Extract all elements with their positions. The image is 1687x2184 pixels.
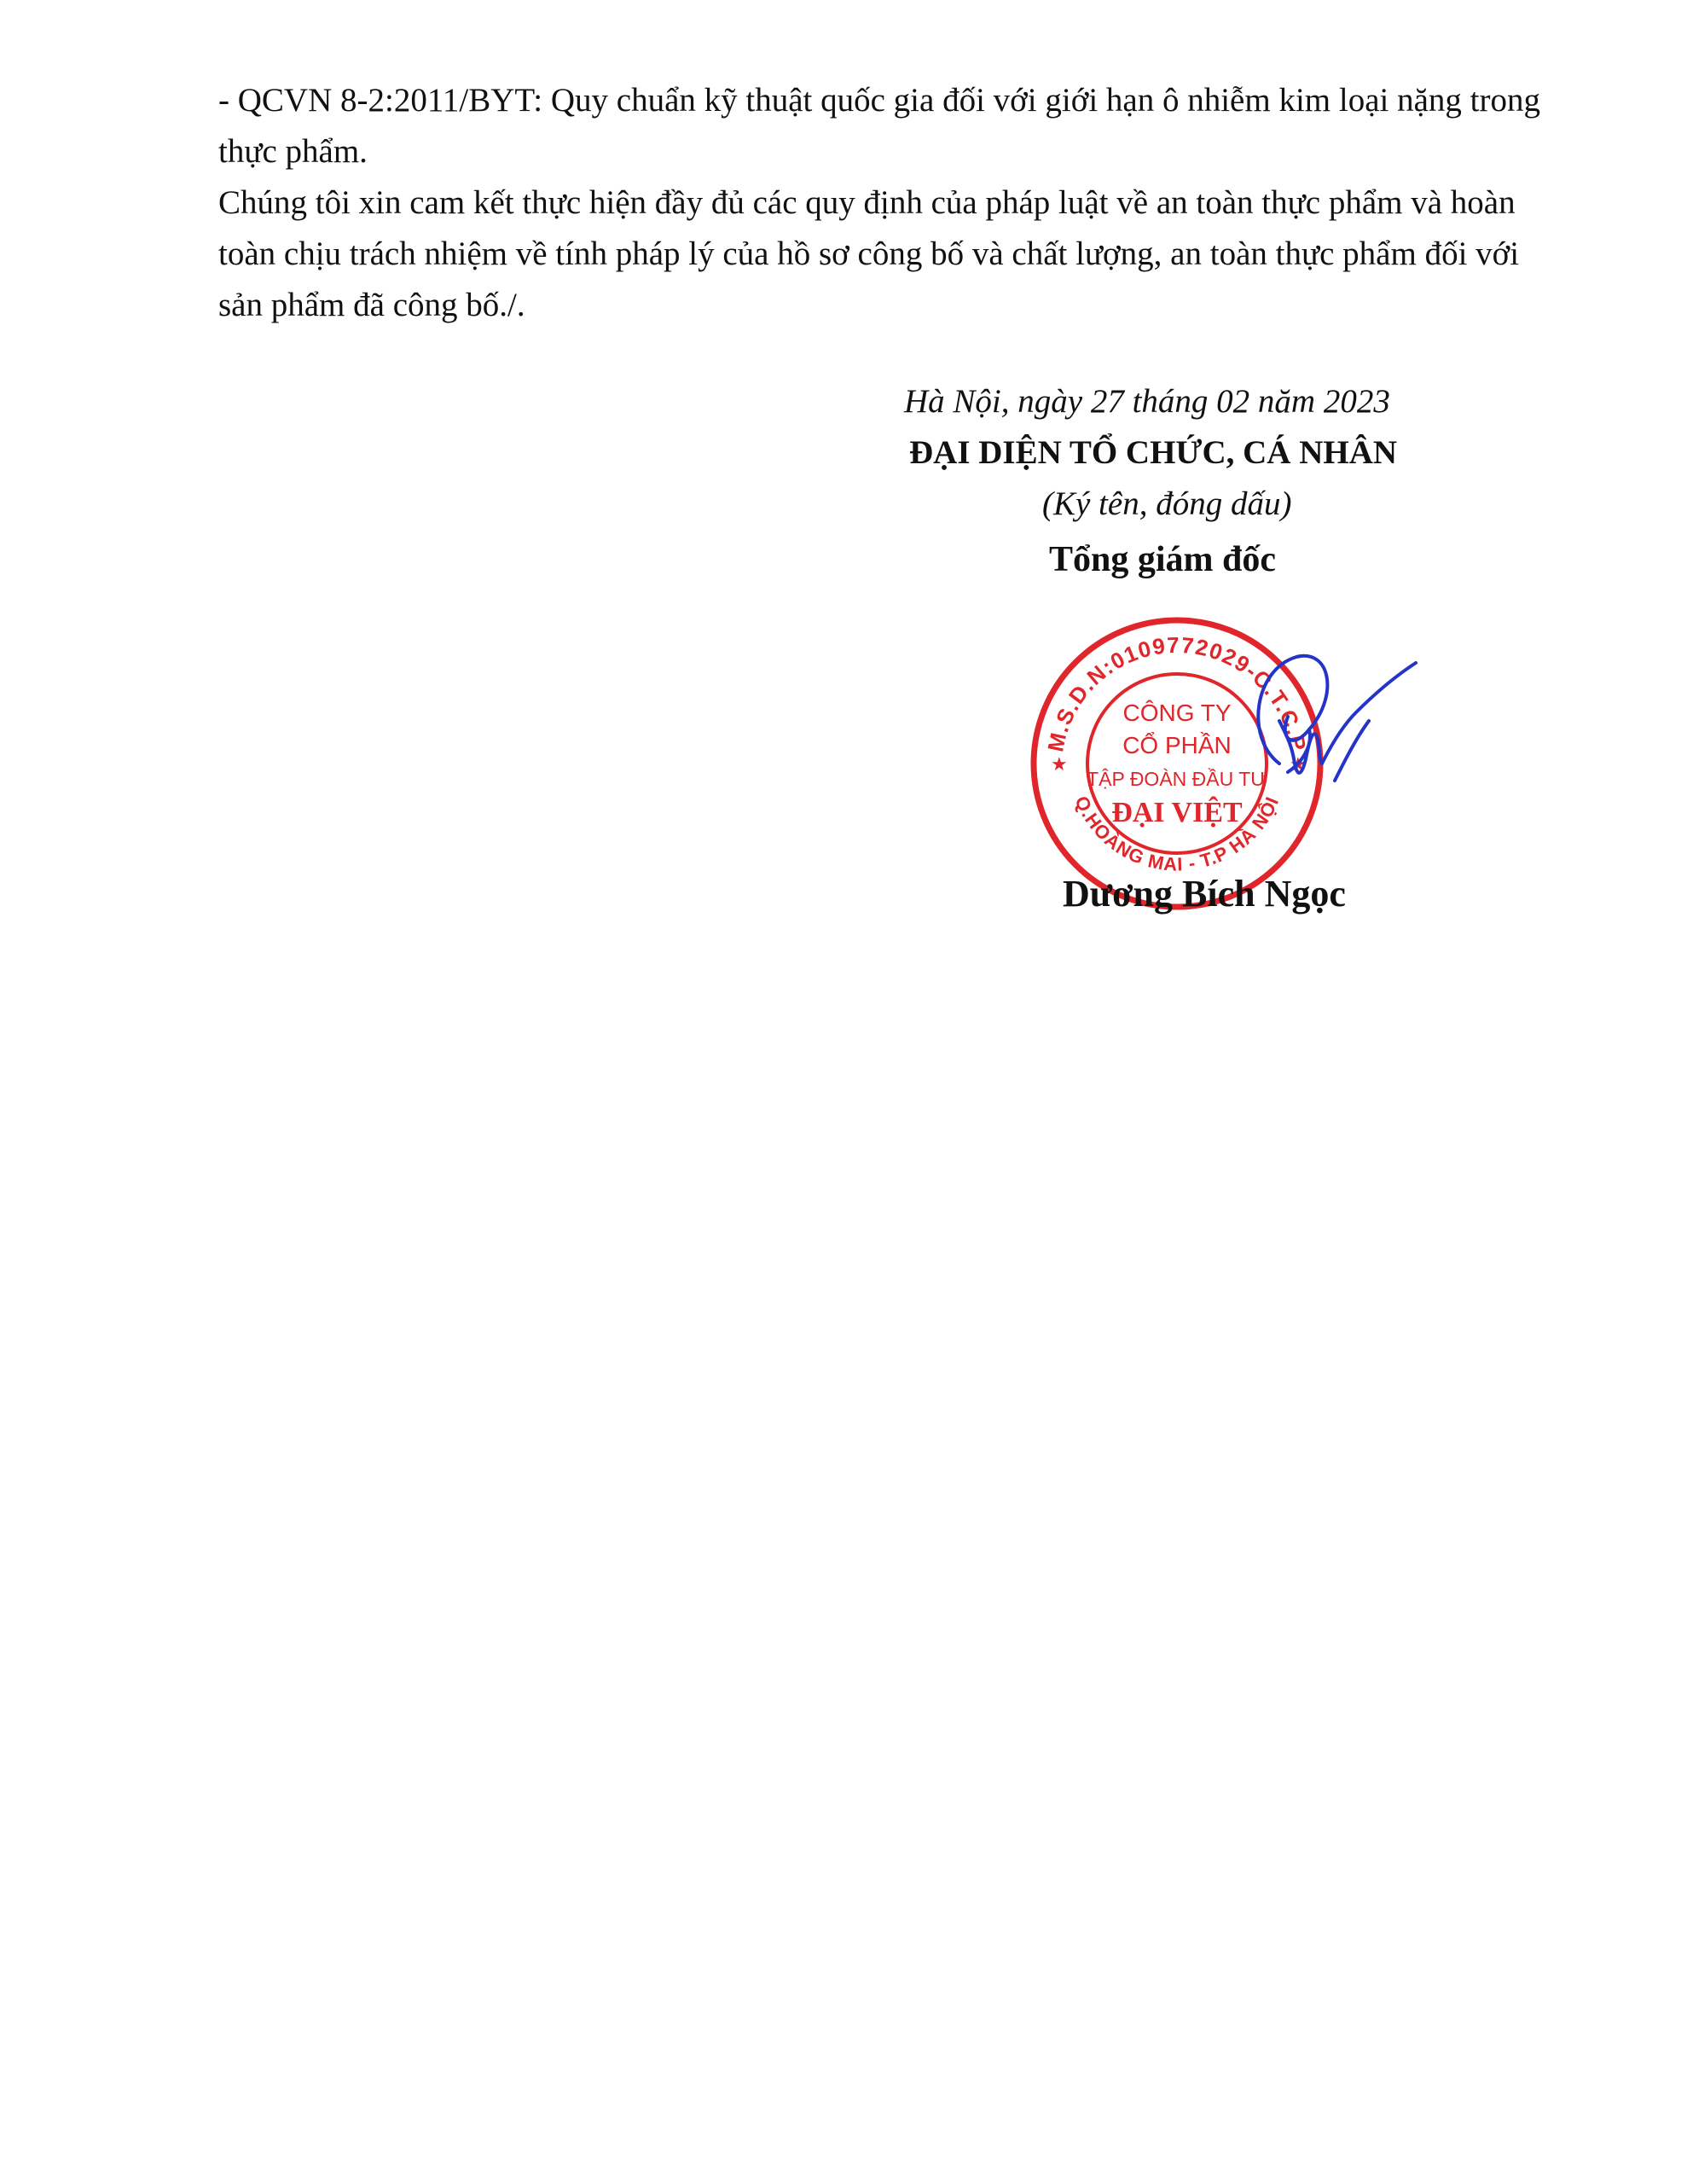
position-title: Tổng giám đốc xyxy=(1049,540,1277,579)
handwritten-signature xyxy=(1228,636,1424,823)
svg-text:★: ★ xyxy=(1290,753,1307,775)
svg-text:TẬP ĐOÀN ĐẦU TƯ: TẬP ĐOÀN ĐẦU TƯ xyxy=(1087,768,1267,790)
svg-text:Q.HOÀNG MAI - T.P HÀ NỘI: Q.HOÀNG MAI - T.P HÀ NỘI xyxy=(1070,793,1284,875)
signature-instruction: (Ký tên, đóng dấu) xyxy=(1042,485,1292,522)
paragraph-commitment: Chúng tôi xin cam kết thực hiện đầy đủ các quy định của pháp luật về an toàn thực phẩm và hoàn toàn chịu trách nhiệm về tính pháp lý của hồ sơ công bố và chất lượng, an toàn thực phẩm đối với sản phẩm đã công bố./. xyxy=(218,184,1520,323)
svg-text:CÔNG TY: CÔNG TY xyxy=(1122,700,1232,726)
body-text xyxy=(218,75,1549,331)
svg-text:CỔ PHẦN: CỔ PHẦN xyxy=(1122,732,1232,758)
paragraph-qcvn: - QCVN 8-2:2011/BYT: Quy chuẩn kỹ thuật quốc gia đối với giới hạn ô nhiễm kim loại nặng trong thực phẩm. xyxy=(218,82,1540,170)
svg-text:★: ★ xyxy=(1051,753,1068,775)
signer-name: Dương Bích Ngọc xyxy=(1063,873,1346,915)
svg-text:M.S.D.N:0109772029-C.T.C.P: M.S.D.N:0109772029-C.T.C.P xyxy=(1042,631,1312,754)
representative-title: ĐẠI DIỆN TỔ CHỨC, CÁ NHÂN xyxy=(909,434,1398,471)
svg-text:ĐẠI VIỆT: ĐẠI VIỆT xyxy=(1111,797,1243,828)
place-date: Hà Nội, ngày 27 tháng 02 năm 2023 xyxy=(904,383,1390,420)
